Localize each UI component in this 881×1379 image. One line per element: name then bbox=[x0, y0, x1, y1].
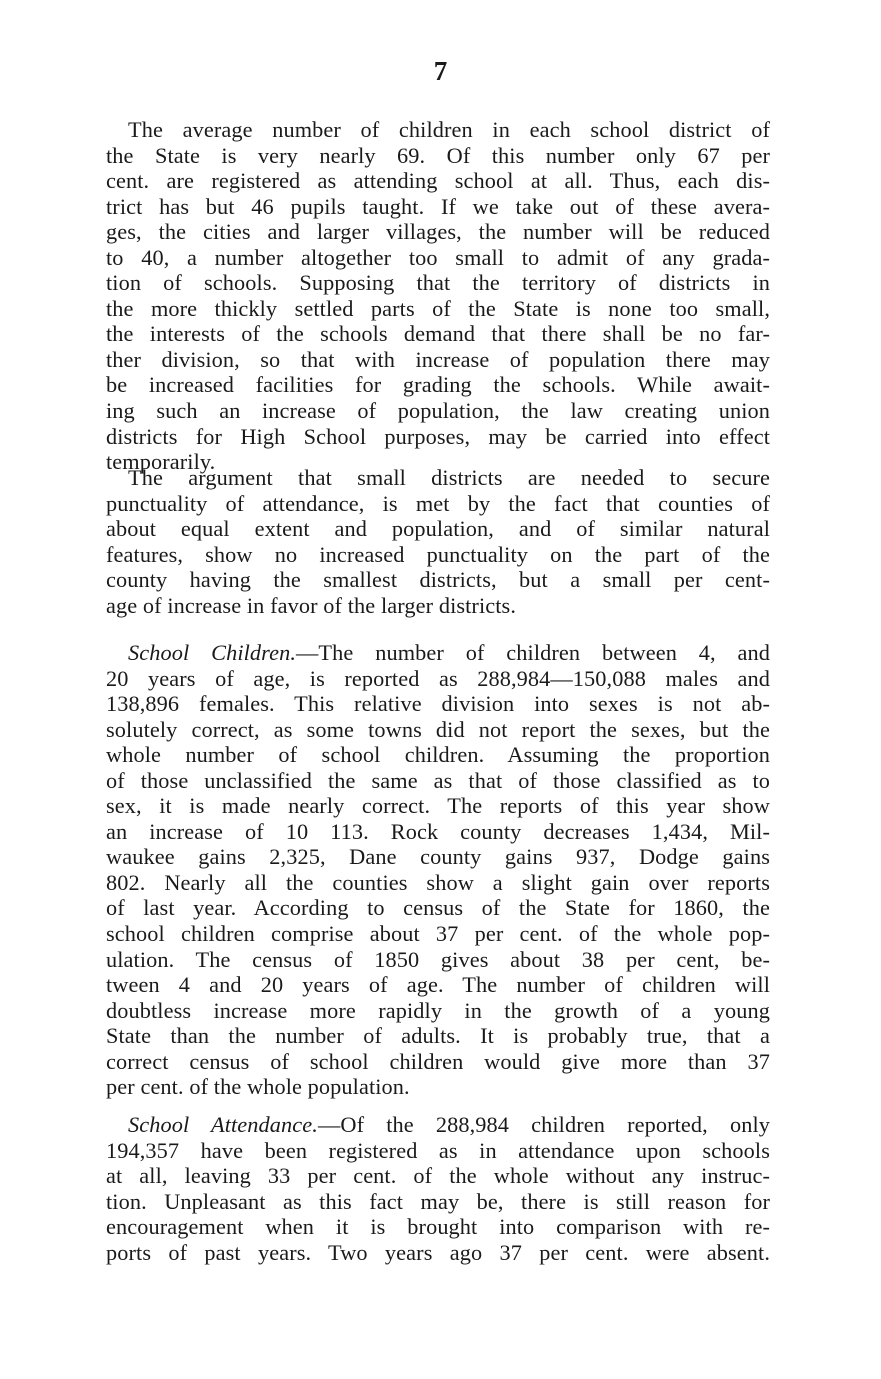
text-run: —Of the 288,984 children reported, only bbox=[317, 1112, 770, 1137]
text-line: ing such an increase of population, the law creating union bbox=[106, 398, 770, 424]
paragraph-school-children bbox=[106, 640, 770, 1100]
text-line: doubtless increase more rapidly in the growth of a young bbox=[106, 997, 770, 1023]
text-line: State than the number of adults. It is probably true, that a bbox=[106, 1023, 770, 1049]
text-line: correct census of school children would give more than 37 bbox=[106, 1048, 770, 1074]
text-line: tween 4 and 20 years of age. The number of children will bbox=[106, 972, 770, 998]
section-heading-school-attendance: School Attendance. bbox=[128, 1112, 318, 1137]
text-line: the more thickly settled parts of the State is none too small, bbox=[106, 295, 770, 321]
text-line: tion of schools. Supposing that the territory of districts in bbox=[106, 270, 770, 296]
text-line: solutely correct, as some towns did not report the sexes, but the bbox=[106, 716, 770, 742]
text-line: of last year. According to census of the State for 1860, the bbox=[106, 895, 770, 921]
text-line: waukee gains 2,325, Dane county gains 937, Dodge gains bbox=[106, 844, 770, 870]
text-line: temporarily. bbox=[106, 449, 216, 475]
text-line: to 40, a number altogether too small to admit of any grada- bbox=[106, 244, 770, 270]
text-line: encouragement when it is brought into comparison with re- bbox=[106, 1214, 770, 1240]
text-line: The average number of children in each school district of bbox=[128, 117, 770, 142]
text-line: The argument that small districts are needed to secure bbox=[128, 465, 770, 490]
page-number: 7 bbox=[433, 56, 448, 86]
section-heading-school-children: School Children. bbox=[128, 640, 297, 665]
text-line: features, show no increased punctuality on the part of the bbox=[106, 541, 770, 567]
text-line: 138,896 females. This relative division into sexes is not ab- bbox=[106, 691, 770, 717]
text-line: ges, the cities and larger villages, the number will be reduced bbox=[106, 219, 770, 245]
text-line: 194,357 have been registered as in attendance upon schools bbox=[106, 1137, 770, 1163]
text-line: the interests of the schools demand that there shall be no far- bbox=[106, 321, 770, 347]
text-line: districts for High School purposes, may be carried into effect bbox=[106, 423, 770, 449]
text-line: trict has but 46 pupils taught. If we take out of these avera- bbox=[106, 193, 770, 219]
text-line: an increase of 10 113. Rock county decreases 1,434, Mil- bbox=[106, 818, 770, 844]
text-line bbox=[106, 1112, 770, 1138]
paragraph-school-attendance bbox=[106, 1112, 770, 1265]
text-line: tion. Unpleasant as this fact may be, there is still reason for bbox=[106, 1188, 770, 1214]
paragraph-school-districts bbox=[106, 117, 770, 475]
text-line: be increased facilities for grading the schools. While await- bbox=[106, 372, 770, 398]
text-line: at all, leaving 33 per cent. of the whole without any instruc- bbox=[106, 1163, 770, 1189]
text-line: per cent. of the whole population. bbox=[106, 1074, 410, 1100]
text-line: punctuality of attendance, is met by the fact that counties of bbox=[106, 490, 770, 516]
text-line: county having the smallest districts, but a small per cent- bbox=[106, 567, 770, 593]
text-run: —The number of children between 4, and bbox=[296, 640, 770, 665]
text-line: age of increase in favor of the larger districts. bbox=[106, 592, 516, 618]
text-line: whole number of school children. Assuming the proportion bbox=[106, 742, 770, 768]
text-line: ulation. The census of 1850 gives about 38 per cent, be- bbox=[106, 946, 770, 972]
text-line: of those unclassified the same as that of those classified as to bbox=[106, 767, 770, 793]
text-line: ther division, so that with increase of population there may bbox=[106, 346, 770, 372]
text-line: cent. are registered as attending school at all. Thus, each dis- bbox=[106, 168, 770, 194]
text-line bbox=[106, 640, 770, 666]
text-line: 802. Nearly all the counties show a slight gain over reports bbox=[106, 869, 770, 895]
text-line: about equal extent and population, and of similar natural bbox=[106, 516, 770, 542]
text-line: school children comprise about 37 per cent. of the whole pop- bbox=[106, 921, 770, 947]
text-line: 20 years of age, is reported as 288,984—150,088 males and bbox=[106, 665, 770, 691]
text-line: ports of past years. Two years ago 37 per cent. were absent. bbox=[106, 1239, 770, 1265]
paragraph-punctuality bbox=[106, 465, 770, 618]
text-line: the State is very nearly 69. Of this number only 67 per bbox=[106, 142, 770, 168]
text-line: sex, it is made nearly correct. The reports of this year show bbox=[106, 793, 770, 819]
